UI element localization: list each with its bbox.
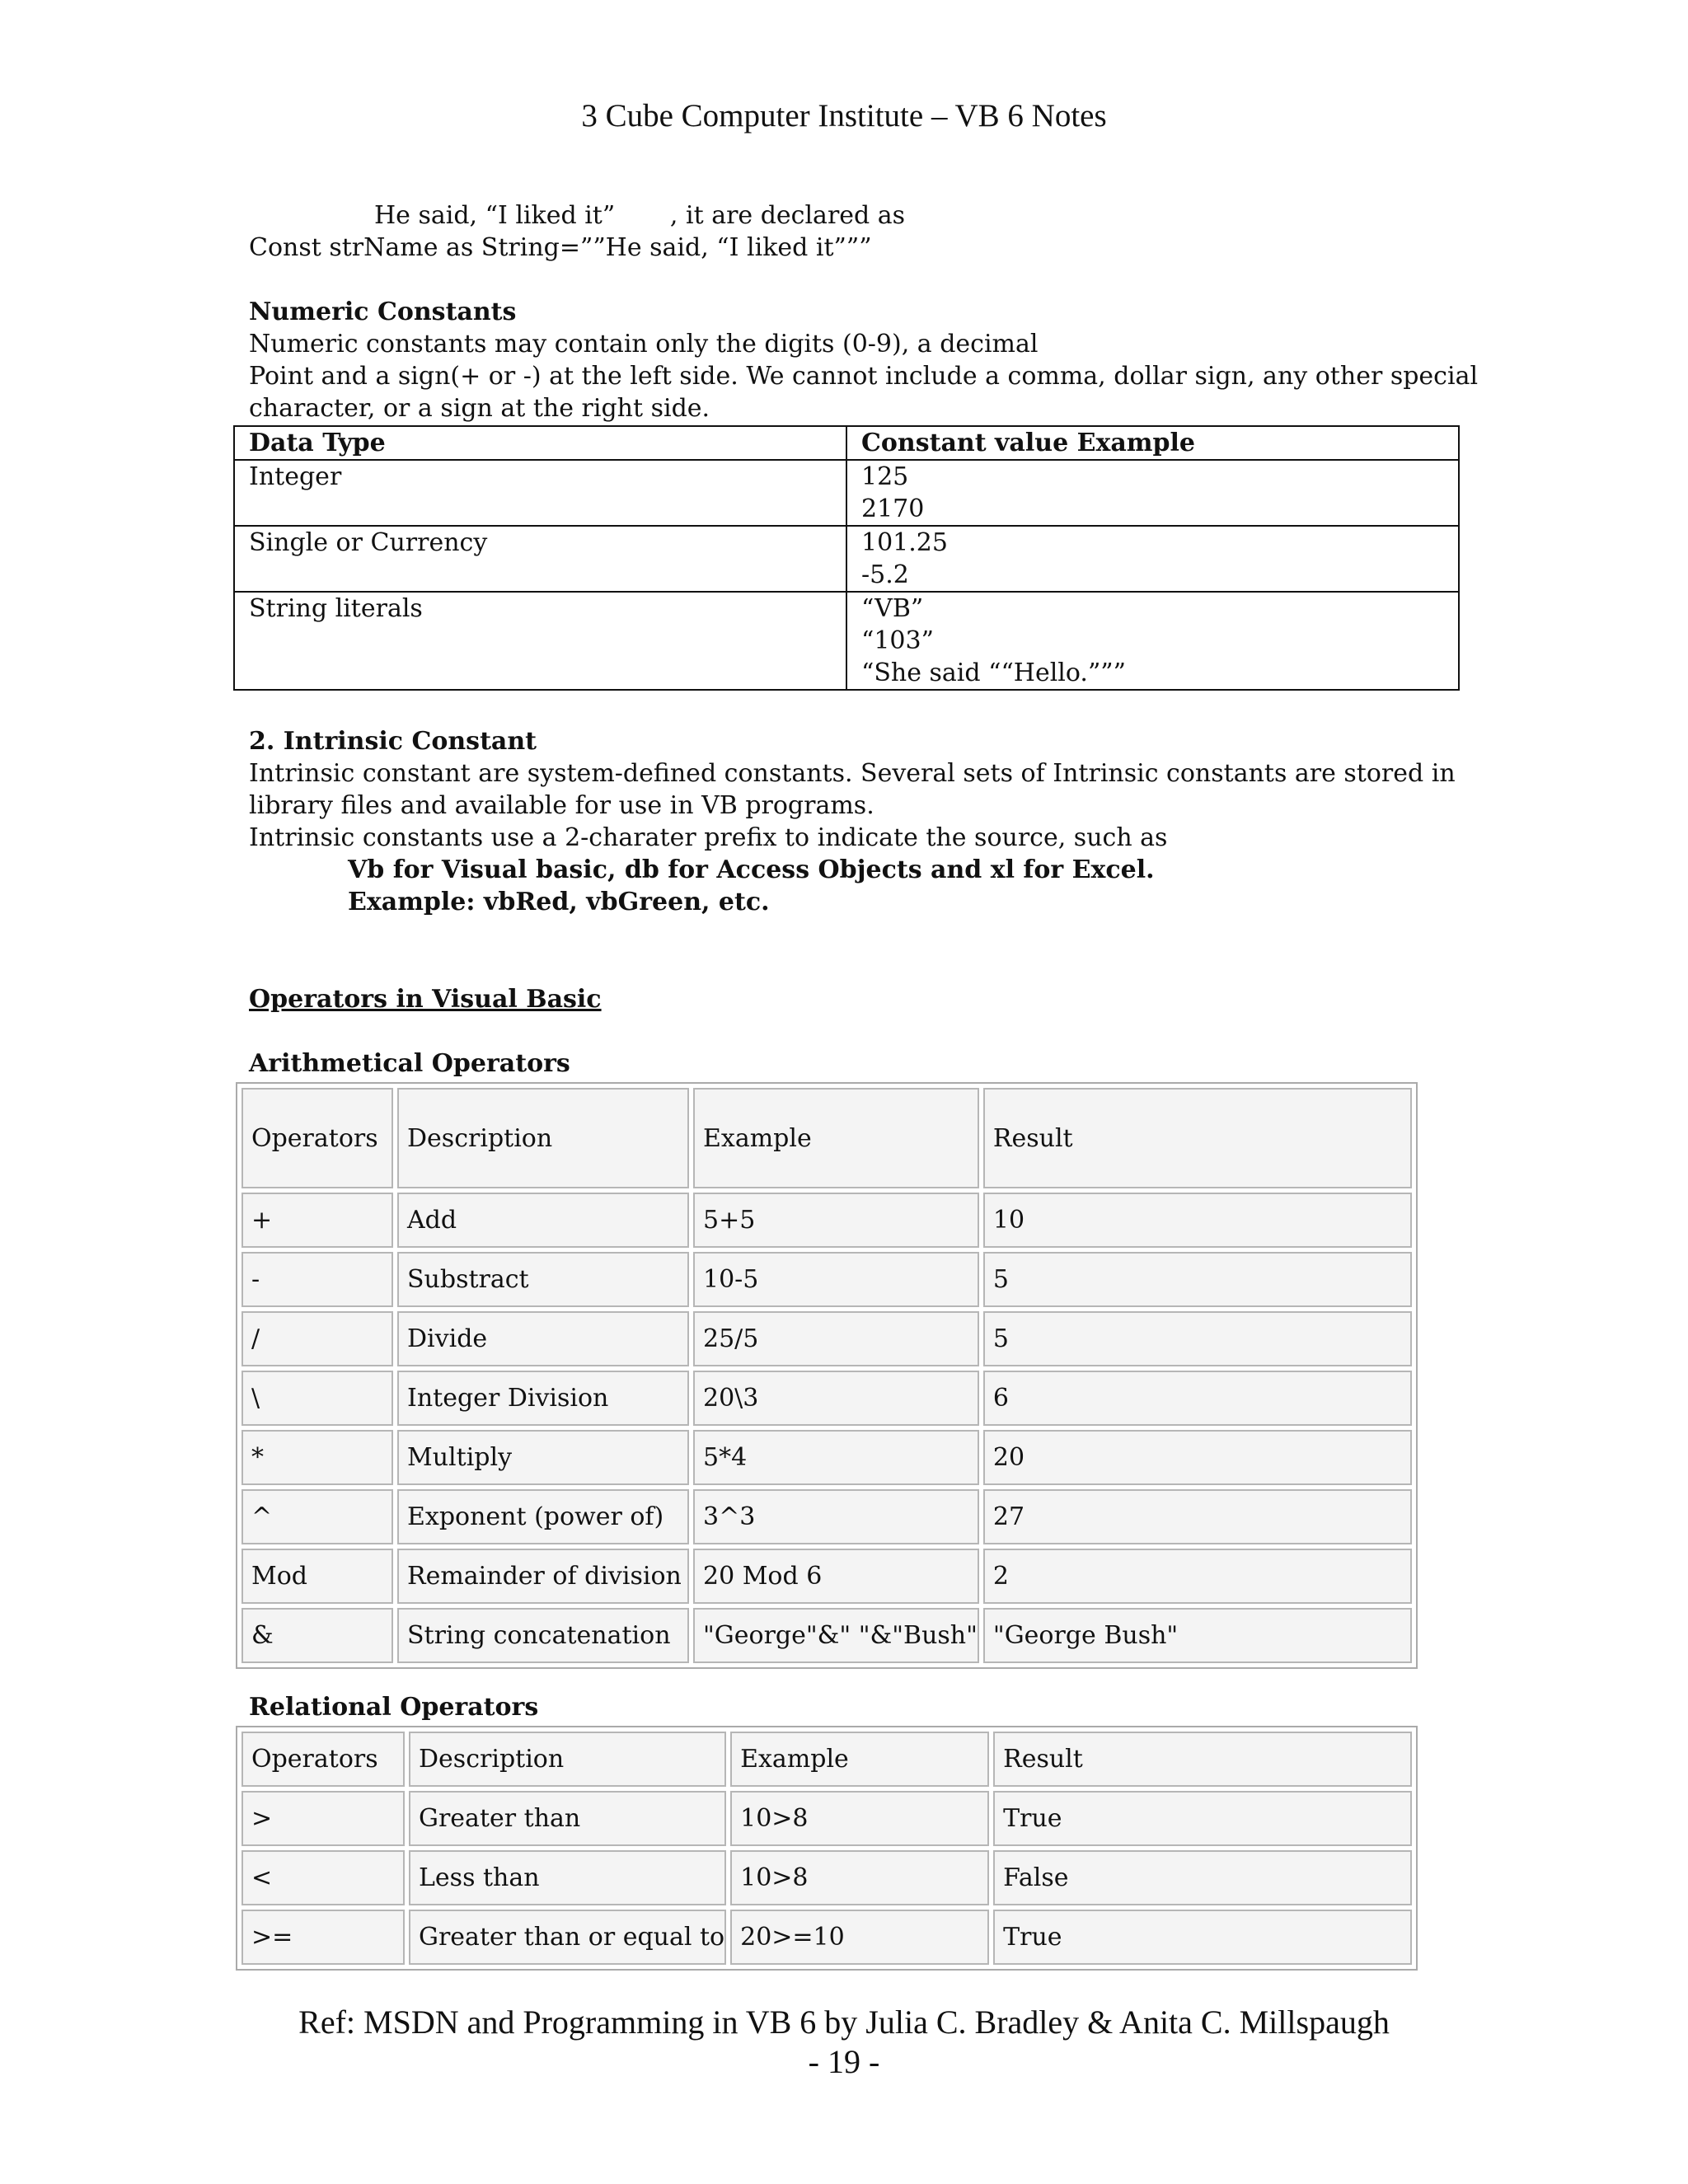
column-header-description: Description — [397, 1088, 689, 1188]
table-row — [234, 526, 1459, 592]
operators-heading: Operators in Visual Basic — [249, 985, 602, 1014]
description-cell: Greater than or equal to — [409, 1910, 726, 1965]
data-type-cell: Integer — [234, 460, 846, 526]
table-row — [241, 1791, 1412, 1846]
intrinsic-bold-line-2: Example: vbRed, vbGreen, etc. — [348, 888, 770, 916]
intrinsic-line-1: Intrinsic constant are system-defined constants. Several sets of Intrinsic constants are stored in — [249, 759, 1456, 788]
operator-cell: ^ — [241, 1489, 393, 1544]
result-cell: 5 — [983, 1252, 1412, 1307]
column-header-result: Result — [983, 1088, 1412, 1188]
description-cell: String concatenation — [397, 1608, 689, 1663]
constant-example: “She said ““Hello.””” — [861, 658, 1126, 687]
result-cell: 2 — [983, 1549, 1412, 1604]
column-header-result: Result — [993, 1732, 1412, 1787]
table-row — [241, 1311, 1412, 1366]
relational-operators-table — [236, 1726, 1418, 1971]
operator-cell: \ — [241, 1371, 393, 1426]
numeric-constants-line-3: character, or a sign at the right side. — [249, 394, 710, 423]
example-cell: "George"&" "&"Bush" — [693, 1608, 979, 1663]
example-cell: 3^3 — [693, 1489, 979, 1544]
operator-cell: Mod — [241, 1549, 393, 1604]
table-row — [241, 1910, 1412, 1965]
description-cell: Substract — [397, 1252, 689, 1307]
table-header-row — [241, 1732, 1412, 1787]
example-cell: 5+5 — [693, 1193, 979, 1248]
intrinsic-line-3: Intrinsic constants use a 2-charater prefix to indicate the source, such as — [249, 823, 1168, 852]
operator-cell: + — [241, 1193, 393, 1248]
data-type-cell: Single or Currency — [234, 526, 846, 592]
table-row — [241, 1549, 1412, 1604]
result-cell: True — [993, 1791, 1412, 1846]
intro-line-1: He said, “I liked it” , it are declared as — [374, 201, 906, 230]
table-row — [241, 1608, 1412, 1663]
numeric-constants-line-1: Numeric constants may contain only the digits (0-9), a decimal — [249, 330, 1039, 359]
column-header-constant-example: Constant value Example — [846, 426, 1459, 460]
operator-cell: < — [241, 1850, 405, 1905]
constant-example-cell — [846, 526, 1459, 592]
description-cell: Less than — [409, 1850, 726, 1905]
example-cell: 10>8 — [730, 1850, 989, 1905]
table-row — [234, 592, 1459, 690]
operator-cell: >= — [241, 1910, 405, 1965]
example-cell: 5*4 — [693, 1430, 979, 1485]
intro-line-2: Const strName as String=””He said, “I liked it””” — [249, 233, 872, 262]
operator-cell: > — [241, 1791, 405, 1846]
description-cell: Greater than — [409, 1791, 726, 1846]
result-cell: 10 — [983, 1193, 1412, 1248]
result-cell: 6 — [983, 1371, 1412, 1426]
description-cell: Add — [397, 1193, 689, 1248]
intrinsic-constant-heading: 2. Intrinsic Constant — [249, 727, 537, 756]
arithmetic-operators-table — [236, 1082, 1418, 1669]
column-header-data-type: Data Type — [234, 426, 846, 460]
operator-cell: & — [241, 1608, 393, 1663]
example-cell: 20>=10 — [730, 1910, 989, 1965]
example-cell: 20 Mod 6 — [693, 1549, 979, 1604]
table-row — [241, 1430, 1412, 1485]
result-cell: 27 — [983, 1489, 1412, 1544]
constant-example: 125 — [861, 462, 909, 491]
page-header-title: 3 Cube Computer Institute – VB 6 Notes — [581, 98, 1107, 134]
constant-example: 101.25 — [861, 528, 948, 557]
column-header-operators: Operators — [241, 1732, 405, 1787]
relational-operators-heading: Relational Operators — [249, 1693, 539, 1722]
result-cell: "George Bush" — [983, 1608, 1412, 1663]
column-header-operators: Operators — [241, 1088, 393, 1188]
example-cell: 10-5 — [693, 1252, 979, 1307]
column-header-example: Example — [693, 1088, 979, 1188]
constant-example: 2170 — [861, 494, 925, 523]
example-cell: 25/5 — [693, 1311, 979, 1366]
table-row — [234, 460, 1459, 526]
constant-example: -5.2 — [861, 560, 909, 589]
description-cell: Remainder of division — [397, 1549, 689, 1604]
operator-cell: * — [241, 1430, 393, 1485]
table-row — [241, 1489, 1412, 1544]
datatype-table — [233, 425, 1460, 691]
operator-cell: / — [241, 1311, 393, 1366]
column-header-example: Example — [730, 1732, 989, 1787]
description-cell: Divide — [397, 1311, 689, 1366]
description-cell: Exponent (power of) — [397, 1489, 689, 1544]
constant-example: “VB” — [861, 594, 924, 623]
example-cell: 10>8 — [730, 1791, 989, 1846]
result-cell: True — [993, 1910, 1412, 1965]
data-type-cell: String literals — [234, 592, 846, 690]
description-cell: Multiply — [397, 1430, 689, 1485]
description-cell: Integer Division — [397, 1371, 689, 1426]
table-header-row — [234, 426, 1459, 460]
constant-example-cell — [846, 460, 1459, 526]
arithmetic-operators-heading: Arithmetical Operators — [249, 1049, 570, 1078]
numeric-constants-heading: Numeric Constants — [249, 298, 517, 326]
table-row — [241, 1193, 1412, 1248]
page-number: - 19 - — [808, 2043, 880, 2080]
column-header-description: Description — [409, 1732, 726, 1787]
table-header-row — [241, 1088, 1412, 1188]
result-cell: 20 — [983, 1430, 1412, 1485]
intrinsic-bold-line-1: Vb for Visual basic, db for Access Objects and xl for Excel. — [348, 855, 1155, 884]
constant-example-cell — [846, 592, 1459, 690]
table-row — [241, 1371, 1412, 1426]
example-cell: 20\3 — [693, 1371, 979, 1426]
result-cell: 5 — [983, 1311, 1412, 1366]
result-cell: False — [993, 1850, 1412, 1905]
numeric-constants-line-2: Point and a sign(+ or -) at the left side. We cannot include a comma, dollar sign, any other special — [249, 362, 1479, 391]
table-row — [241, 1252, 1412, 1307]
intrinsic-line-2: library files and available for use in VB programs. — [249, 791, 874, 820]
footer-reference: Ref: MSDN and Programming in VB 6 by Julia C. Bradley & Anita C. Millspaugh — [298, 2004, 1390, 2041]
table-row — [241, 1850, 1412, 1905]
constant-example: “103” — [861, 626, 934, 655]
operator-cell: - — [241, 1252, 393, 1307]
